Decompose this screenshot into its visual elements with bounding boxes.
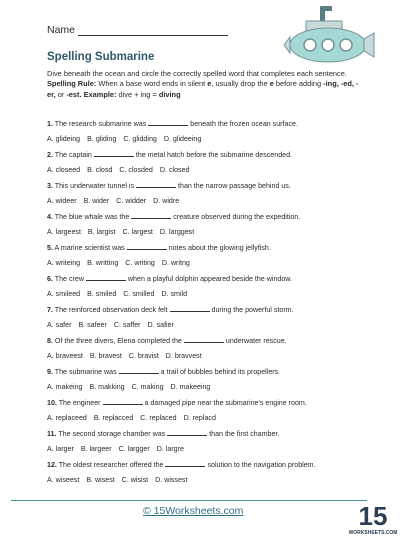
answer-options — [47, 290, 194, 298]
question-number: 5. — [47, 244, 53, 252]
option-d[interactable]: D. largre — [156, 445, 184, 453]
option-d[interactable]: D. glideeing — [163, 135, 202, 143]
question-number: 7. — [47, 306, 53, 314]
option-b[interactable]: B. makking — [89, 383, 125, 391]
example-answer: diving — [158, 89, 181, 99]
answer-blank[interactable] — [127, 243, 167, 250]
option-b[interactable]: B. safeer — [78, 321, 107, 329]
name-field-row — [47, 24, 228, 36]
question-text-after: underwater rescue. — [225, 337, 287, 345]
question-item — [47, 336, 287, 345]
option-a[interactable]: A. replaceed — [47, 414, 87, 422]
option-c[interactable]: C. widder — [116, 197, 147, 205]
worksheet-title: Spelling Submarine — [47, 51, 155, 63]
option-c[interactable]: C. saffer — [113, 321, 141, 329]
question-item — [47, 212, 300, 221]
rule-or: or — [57, 89, 65, 99]
option-d[interactable]: D. safier — [147, 321, 174, 329]
question-number: 4. — [47, 213, 53, 221]
porthole-window-2 — [322, 39, 334, 51]
option-c[interactable]: C. wisist — [121, 476, 149, 484]
answer-blank[interactable] — [184, 336, 224, 343]
option-a[interactable]: A. larger — [47, 445, 74, 453]
example-text: dive + ing = — [118, 89, 157, 99]
question-item — [47, 243, 271, 252]
spelling-rule-label: Spelling Rule: — [47, 79, 97, 89]
answer-blank[interactable] — [86, 274, 126, 281]
option-a[interactable]: A. closeed — [47, 166, 81, 174]
question-text-before: Of the three divers, Elena completed the — [54, 337, 182, 345]
answer-blank[interactable] — [148, 119, 188, 126]
question-number: 8. — [47, 337, 53, 345]
rule-letter-e-2: e — [269, 79, 274, 89]
option-d[interactable]: D. makeeing — [170, 383, 211, 391]
question-number: 12. — [47, 461, 57, 469]
question-item — [47, 274, 292, 283]
answer-options — [47, 414, 223, 422]
option-a[interactable]: A. smileed — [47, 290, 81, 298]
option-a[interactable]: A. glideing — [47, 135, 81, 143]
porthole-window-3 — [340, 39, 352, 51]
option-c[interactable]: C. largger — [118, 445, 150, 453]
answer-blank[interactable] — [131, 212, 171, 219]
question-number: 3. — [47, 182, 53, 190]
question-item — [47, 367, 280, 376]
option-d[interactable]: D. replacd — [183, 414, 216, 422]
option-c[interactable]: C. glidding — [123, 135, 157, 143]
porthole-window-1 — [304, 39, 316, 51]
option-b[interactable]: B. largeer — [80, 445, 112, 453]
intro-main-text: Dive beneath the ocean and circle the correctly spelled word that completes each sentence. — [47, 69, 347, 78]
answer-blank[interactable] — [103, 398, 143, 405]
question-text-before: The captain — [54, 151, 92, 159]
question-item — [47, 150, 292, 159]
question-number: 1. — [47, 120, 53, 128]
answer-blank[interactable] — [136, 181, 176, 188]
question-text-after: during the powerful storm. — [211, 306, 294, 314]
option-b[interactable]: B. writting — [87, 259, 119, 267]
answer-options — [47, 383, 217, 391]
rule-letter-e-1: e — [207, 79, 212, 89]
answer-options — [47, 476, 194, 484]
name-input-line[interactable] — [78, 25, 228, 36]
question-text-after: solution to the navigation problem. — [207, 461, 316, 469]
copyright-link[interactable]: © 15Worksheets.com — [143, 505, 244, 517]
question-text-after: when a playful dolphin appeared beside the window. — [127, 275, 293, 283]
option-d[interactable]: D. closed — [159, 166, 190, 174]
question-text-before: The submarine was — [54, 368, 117, 376]
option-b[interactable]: B. gliding — [87, 135, 117, 143]
question-text-after: the metal hatch before the submarine descended. — [135, 151, 293, 159]
question-text-before: The second storage chamber was — [58, 430, 166, 438]
question-text-before: This underwater tunnel is — [54, 182, 135, 190]
answer-blank[interactable] — [170, 305, 210, 312]
question-item — [47, 460, 316, 469]
question-text-after: notes about the glowing jellyfish. — [168, 244, 271, 252]
option-b[interactable]: B. smiled — [87, 290, 117, 298]
answer-options — [47, 321, 181, 329]
rule-text-3: before adding — [275, 79, 322, 89]
option-d[interactable]: D. wissest — [155, 476, 188, 484]
question-text-after: a damaged pipe near the submarine's engine room. — [144, 399, 307, 407]
rule-suffixes: -ing, -ed, -er, — [47, 79, 359, 99]
option-a[interactable]: A. wiseest — [47, 476, 80, 484]
question-text-before: The reinforced observation deck felt — [54, 306, 168, 314]
question-item — [47, 398, 307, 407]
option-d[interactable]: D. widre — [153, 197, 180, 205]
option-b[interactable]: B. largist — [87, 228, 116, 236]
option-a[interactable]: A. braveest — [47, 352, 83, 360]
answer-options — [47, 352, 209, 360]
question-item — [47, 181, 291, 190]
option-a[interactable]: A. writeing — [47, 259, 81, 267]
question-number: 6. — [47, 275, 53, 283]
logo-text: WORKSHEETS.COM — [348, 530, 398, 536]
answer-options — [47, 166, 196, 174]
answer-blank[interactable] — [167, 429, 207, 436]
question-number: 11. — [47, 430, 57, 438]
example-label: Example: — [83, 89, 117, 99]
question-text-before: The crew — [54, 275, 84, 283]
name-label: Name — [47, 24, 76, 36]
question-number: 10. — [47, 399, 57, 407]
option-b[interactable]: B. wider — [83, 197, 110, 205]
logo-number: 15 — [358, 501, 388, 531]
footer-divider — [11, 500, 367, 501]
answer-options — [47, 228, 201, 236]
answer-options — [47, 445, 191, 453]
question-text-before: A marine scientist was — [54, 244, 125, 252]
option-a[interactable]: A. safer — [47, 321, 72, 329]
question-text-after: creature observed during the expedition. — [173, 213, 301, 221]
option-a[interactable]: A. largeest — [47, 228, 81, 236]
question-item — [47, 305, 294, 314]
answer-options — [47, 135, 208, 143]
answer-blank[interactable] — [119, 367, 159, 374]
option-b[interactable]: B. bravest — [89, 352, 122, 360]
option-c[interactable]: C. writing — [125, 259, 155, 267]
option-c[interactable]: C. replaced — [140, 414, 177, 422]
question-text-before: The oldest researcher offered the — [58, 461, 164, 469]
question-text-after: beneath the frozen ocean surface. — [190, 120, 298, 128]
option-c[interactable]: C. largest — [122, 228, 153, 236]
instructions-paragraph — [47, 69, 365, 100]
propeller-tail — [364, 33, 374, 57]
option-d[interactable]: D. larggest — [159, 228, 195, 236]
nose-cap — [284, 37, 290, 53]
question-item — [47, 119, 298, 128]
option-a[interactable]: A. wideer — [47, 197, 77, 205]
periscope-head — [320, 6, 332, 11]
question-text-before: The blue whale was the — [54, 213, 130, 221]
answer-options — [47, 259, 197, 267]
option-d[interactable]: D. smild — [161, 290, 188, 298]
question-text-after: than the first chamber. — [209, 430, 280, 438]
answer-blank[interactable] — [165, 460, 205, 467]
question-text-after: than the narrow passage behind us. — [178, 182, 291, 190]
answer-blank[interactable] — [94, 150, 134, 157]
option-c[interactable]: C. making — [131, 383, 164, 391]
worksheets-logo — [348, 497, 398, 537]
option-d[interactable]: D. writng — [161, 259, 190, 267]
question-number: 2. — [47, 151, 53, 159]
option-d[interactable]: D. bravvest — [165, 352, 202, 360]
rule-suffix-est: -est. — [66, 89, 82, 99]
question-text-after: a trail of bubbles behind its propellers. — [160, 368, 281, 376]
rule-text-2: , usually drop the — [211, 79, 268, 89]
option-c[interactable]: C. smilled — [123, 290, 155, 298]
option-b[interactable]: B. closd — [87, 166, 113, 174]
answer-options — [47, 197, 186, 205]
question-number: 9. — [47, 368, 53, 376]
question-text-before: The engineer — [58, 399, 101, 407]
option-b[interactable]: B. wisest — [86, 476, 115, 484]
submarine-illustration — [276, 3, 382, 69]
question-text-before: The research submarine was — [54, 120, 147, 128]
question-item — [47, 429, 279, 438]
option-a[interactable]: A. makeing — [47, 383, 83, 391]
rule-text-1: When a base word ends in silent — [98, 79, 206, 89]
option-b[interactable]: B. replacced — [93, 414, 134, 422]
option-c[interactable]: C. bravist — [128, 352, 159, 360]
option-c[interactable]: C. closded — [119, 166, 153, 174]
